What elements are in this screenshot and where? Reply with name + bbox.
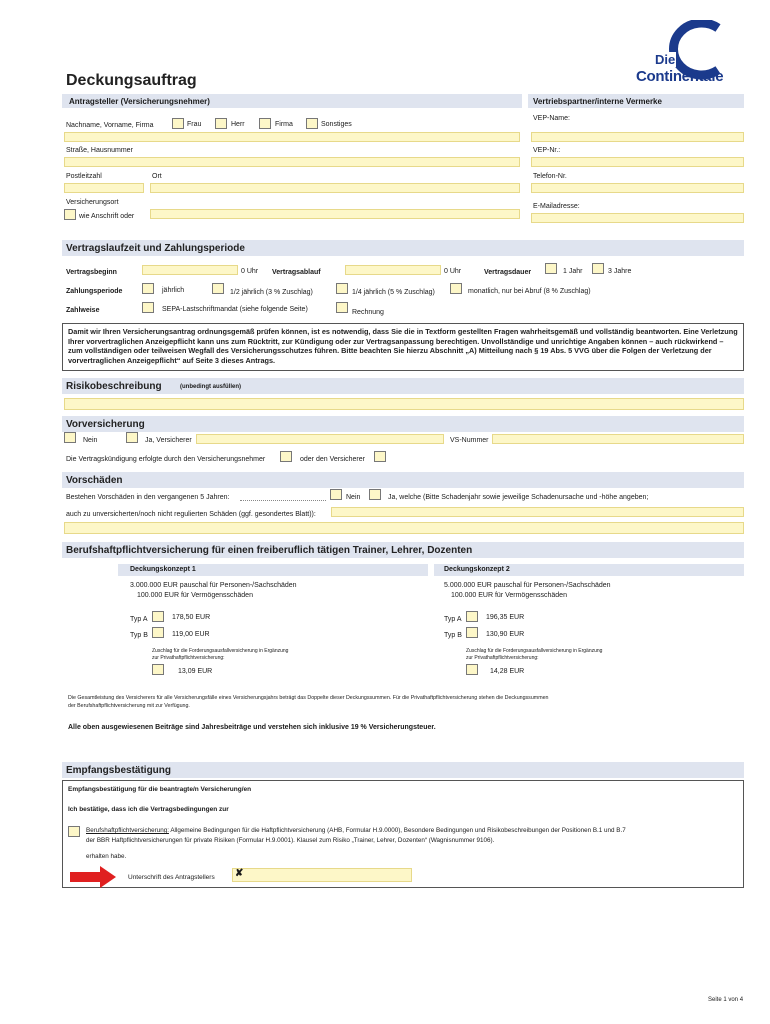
receipt-box-title: Empfangsbestätigung für die beantragte/n Versicherung/en — [68, 786, 252, 793]
duration-1-jahr: 1 Jahr — [563, 268, 583, 275]
concept-1-line2: 100.000 EUR für Vermögensschäden — [137, 592, 253, 599]
checkbox-frau[interactable] — [172, 118, 184, 129]
checkbox-1-jahr[interactable] — [545, 263, 557, 274]
checkbox-concept-2-type-a[interactable] — [466, 611, 478, 622]
period-jaehrlich: jährlich — [162, 287, 185, 294]
concept-2-surcharge-line2: zur Privathaftpflichtversicherung: — [466, 655, 539, 661]
checkbox-cancel-vn[interactable] — [280, 451, 292, 462]
phone-label: Telefon-Nr. — [533, 173, 567, 180]
vep-name-label: VEP-Name: — [533, 115, 570, 122]
concept-1-type-b-price: 119,00 EUR — [172, 631, 210, 638]
method-label: Zahlweise — [66, 307, 100, 314]
concept-1-type-a-price: 178,50 EUR — [172, 614, 211, 621]
receipt-body-line2: der BBR Haftpflichtversicherungen für private Risiken (Formular H.9.0001). Klausel zum Risiko „Trainer, Lehrer, Dozenten“ (Wagnisnummer 9106). — [86, 837, 495, 844]
checkbox-rechnung[interactable] — [336, 302, 348, 313]
start-time: 0 Uhr — [241, 268, 259, 275]
concept-2-line1: 5.000.000 EUR pauschal für Personen-/Sachschäden — [444, 582, 611, 589]
city-field[interactable] — [150, 183, 520, 193]
receipt-body-line1 — [86, 827, 626, 834]
checkbox-sonstiges[interactable] — [306, 118, 318, 129]
phone-field[interactable] — [531, 183, 744, 193]
signature-field[interactable] — [232, 868, 412, 882]
total-note-line1: Die Gesamtleistung des Versicherers für alle Versicherungsfälle eines Versicherungsjahrs beträgt das Doppelte dieser Deckungssummen. Für die Privathaftpflichtversicherung stehen die Deckungssummen — [68, 695, 549, 701]
start-label: Vertragsbeginn — [66, 269, 117, 276]
receipt-received: erhalten habe. — [86, 853, 127, 860]
period-vierteljaehrlich: 1/4 jährlich (5 % Zuschlag) — [352, 289, 435, 296]
prior-section-bar — [62, 416, 744, 432]
checkbox-vierteljaehrlich[interactable] — [336, 283, 348, 294]
risk-section-bar — [62, 378, 744, 394]
claims-continuation: auch zu unversicherten/noch nicht regulierten Schäden (ggf. gesondertes Blatt)): — [66, 511, 316, 518]
location-label: Versicherungsort — [66, 199, 119, 206]
checkbox-cancel-insurer[interactable] — [374, 451, 386, 462]
duration-3-jahre: 3 Jahre — [608, 268, 632, 275]
company-logo — [636, 20, 748, 90]
checkbox-claims-yes[interactable] — [369, 489, 381, 500]
vs-nr-field[interactable] — [492, 434, 744, 444]
vep-name-field[interactable] — [531, 132, 744, 142]
concept-2-type-a-label: Typ A — [444, 616, 462, 623]
zip-label: Postleitzahl — [66, 173, 102, 180]
checkbox-prior-yes[interactable] — [126, 432, 138, 443]
salutation-firma: Firma — [275, 121, 293, 128]
prior-yes-label: Ja, Versicherer — [145, 437, 192, 444]
street-label: Straße, Hausnummer — [66, 147, 133, 154]
claims-dotted-line — [240, 500, 326, 501]
notice-text: Damit wir Ihren Versicherungsantrag ordnungsgemäß prüfen können, ist es notwendig, dass Sie die in Textform gestellten Fragen wahrheitsgemäß und vollständig beantworten. Eine Verletzung Ihrer vorvertraglichen Anzeigepflicht kann uns zum Rücktritt, zur Kündigung oder zur Vertragsanpassung berechtigen. Unvollständige und unrichtige Angaben können – auch rückwirkend – zum vollständigen oder teilweisen Wegfall des Versicherungsschutzes führen. Bitte beachten Sie hierzu Abschnitt „A) Mitteilung nach § 19 Abs. 5 VVG über die Folgen der Verletzung der vorvertraglichen Anzeigepflicht“ auf Seite 3 dieses Antrags. — [68, 327, 738, 365]
vs-nr-label: VS-Nummer — [450, 437, 489, 444]
concept-1-title: Deckungskonzept 1 — [130, 566, 196, 573]
duration-label: Vertragsdauer — [484, 269, 532, 276]
method-sepa: SEPA-Lastschriftmandat (siehe folgende Seite) — [162, 306, 308, 313]
checkbox-3-jahre[interactable] — [592, 263, 604, 274]
same-address-label: wie Anschrift oder — [79, 213, 135, 220]
claims-field-1[interactable] — [331, 507, 744, 517]
concept-2-type-b-label: Typ B — [444, 632, 462, 639]
page-number: Seite 1 von 4 — [708, 997, 744, 1003]
checkbox-jaehrlich[interactable] — [142, 283, 154, 294]
checkbox-herr[interactable] — [215, 118, 227, 129]
end-time: 0 Uhr — [444, 268, 462, 275]
checkbox-same-address[interactable] — [64, 209, 76, 220]
term-heading: Vertragslaufzeit und Zahlungsperiode — [66, 243, 245, 254]
checkbox-halbjaehrlich[interactable] — [212, 283, 224, 294]
zip-field[interactable] — [64, 183, 144, 193]
name-field[interactable] — [64, 132, 520, 142]
end-label: Vertragsablauf — [272, 269, 321, 276]
checkbox-monatlich[interactable] — [450, 283, 462, 294]
name-label: Nachname, Vorname, Firma — [66, 122, 154, 129]
salutation-sonstiges: Sonstiges — [321, 121, 352, 128]
concept-1-surcharge-line1: Zuschlag für die Forderungsausfallversicherung in Ergänzung — [152, 648, 289, 654]
claims-heading: Vorschäden — [66, 475, 123, 486]
method-rechnung: Rechnung — [352, 309, 384, 316]
concept-2-title: Deckungskonzept 2 — [444, 566, 510, 573]
page-title: Deckungsauftrag — [66, 72, 197, 89]
start-field[interactable] — [142, 265, 238, 275]
concept-2-type-b-price: 130,90 EUR — [486, 631, 525, 638]
checkbox-claims-no[interactable] — [330, 489, 342, 500]
checkbox-concept-1-surcharge[interactable] — [152, 664, 164, 675]
salutation-herr: Herr — [231, 121, 245, 128]
checkbox-concept-1-type-b[interactable] — [152, 627, 164, 638]
cancel-insurer-label: oder den Versicherer — [300, 456, 365, 463]
concept-2-surcharge-line1: Zuschlag für die Forderungsausfallversicherung in Ergänzung — [466, 648, 603, 654]
checkbox-concept-1-type-a[interactable] — [152, 611, 164, 622]
cancel-text: Die Vertragskündigung erfolgte durch den Versicherungsnehmer — [66, 456, 266, 463]
period-label: Zahlungsperiode — [66, 288, 123, 295]
concept-2-surcharge-price: 14,28 EUR — [490, 668, 525, 675]
checkbox-receipt[interactable] — [68, 826, 80, 837]
location-field[interactable] — [150, 209, 520, 219]
risk-heading: Risikobeschreibung — [66, 381, 162, 392]
signature-mark: ✘ — [235, 868, 244, 879]
concept-1-type-a-label: Typ A — [130, 616, 148, 623]
concept-1-line1: 3.000.000 EUR pauschal für Personen-/Sachschäden — [130, 582, 297, 589]
vep-nr-label: VEP-Nr.: — [533, 147, 561, 154]
arrow-icon — [70, 866, 118, 893]
vep-nr-field[interactable] — [531, 157, 744, 167]
signature-label: Unterschrift des Antragstellers — [128, 874, 215, 881]
concept-1-surcharge-price: 13,09 EUR — [178, 668, 213, 675]
checkbox-prior-no[interactable] — [64, 432, 76, 443]
end-field[interactable] — [345, 265, 441, 275]
salutation-frau: Frau — [187, 121, 202, 128]
checkbox-concept-2-type-b[interactable] — [466, 627, 478, 638]
prior-insurer-field[interactable] — [196, 434, 444, 444]
concept-2-line2: 100.000 EUR für Vermögensschäden — [451, 592, 567, 599]
risk-field[interactable] — [64, 398, 744, 410]
concept-1-surcharge-line2: zur Privathaftpflichtversicherung: — [152, 655, 225, 661]
risk-hint: (unbedingt ausfüllen) — [180, 384, 241, 390]
concept-2-type-a-price: 196,35 EUR — [486, 614, 525, 621]
checkbox-concept-2-surcharge[interactable] — [466, 664, 478, 675]
receipt-body-text1: Allgemeine Bedingungen für die Haftpflichtversicherung (AHB, Formular H.9.0000), Besondere Bedingungen und Risikobeschreibungen der Positionen B.1 und B.7 — [168, 827, 626, 834]
email-field[interactable] — [531, 213, 744, 223]
liability-heading: Berufshaftpflichtversicherung für einen freiberuflich tätigen Trainer, Lehrer, Dozenten — [66, 545, 473, 556]
claims-section-bar — [62, 472, 744, 488]
claims-question: Bestehen Vorschäden in den vergangenen 5 Jahren: — [66, 494, 230, 501]
total-note-line2: der Berufshaftpflichtversicherung mit zur Verfügung. — [68, 703, 190, 709]
receipt-confirm: Ich bestätige, dass ich die Vertragsbedingungen zur — [68, 806, 229, 813]
logo-text-continentale: Continentale — [636, 68, 724, 85]
city-label: Ort — [152, 173, 162, 180]
period-halbjaehrlich: 1/2 jährlich (3 % Zuschlag) — [230, 289, 313, 296]
notice-box — [62, 323, 744, 371]
agent-heading: Vertriebspartner/interne Vermerke — [533, 97, 662, 106]
checkbox-sepa[interactable] — [142, 302, 154, 313]
period-monatlich: monatlich, nur bei Abruf (8 % Zuschlag) — [468, 288, 591, 295]
email-label: E-Mailadresse: — [533, 203, 580, 210]
concept-1-type-b-label: Typ B — [130, 632, 148, 639]
prior-heading: Vorversicherung — [66, 419, 145, 430]
applicant-heading: Antragsteller (Versicherungsnehmer) — [69, 97, 210, 106]
claims-yes-label: Ja, welche (Bitte Schadenjahr sowie jeweilige Schadenursache und -höhe angeben; — [388, 494, 649, 501]
claims-field-2[interactable] — [64, 522, 744, 534]
prior-no-label: Nein — [83, 437, 98, 444]
street-field[interactable] — [64, 157, 520, 167]
receipt-link[interactable]: Berufshaftpflichtversicherung: — [86, 827, 169, 834]
tax-note: Alle oben ausgewiesenen Beiträge sind Jahresbeiträge und verstehen sich inklusive 19 % Versicherungsteuer. — [68, 724, 436, 731]
logo-text-die: Die — [655, 52, 676, 67]
claims-no-label: Nein — [346, 494, 361, 501]
receipt-heading: Empfangsbestätigung — [66, 765, 172, 776]
checkbox-firma[interactable] — [259, 118, 271, 129]
